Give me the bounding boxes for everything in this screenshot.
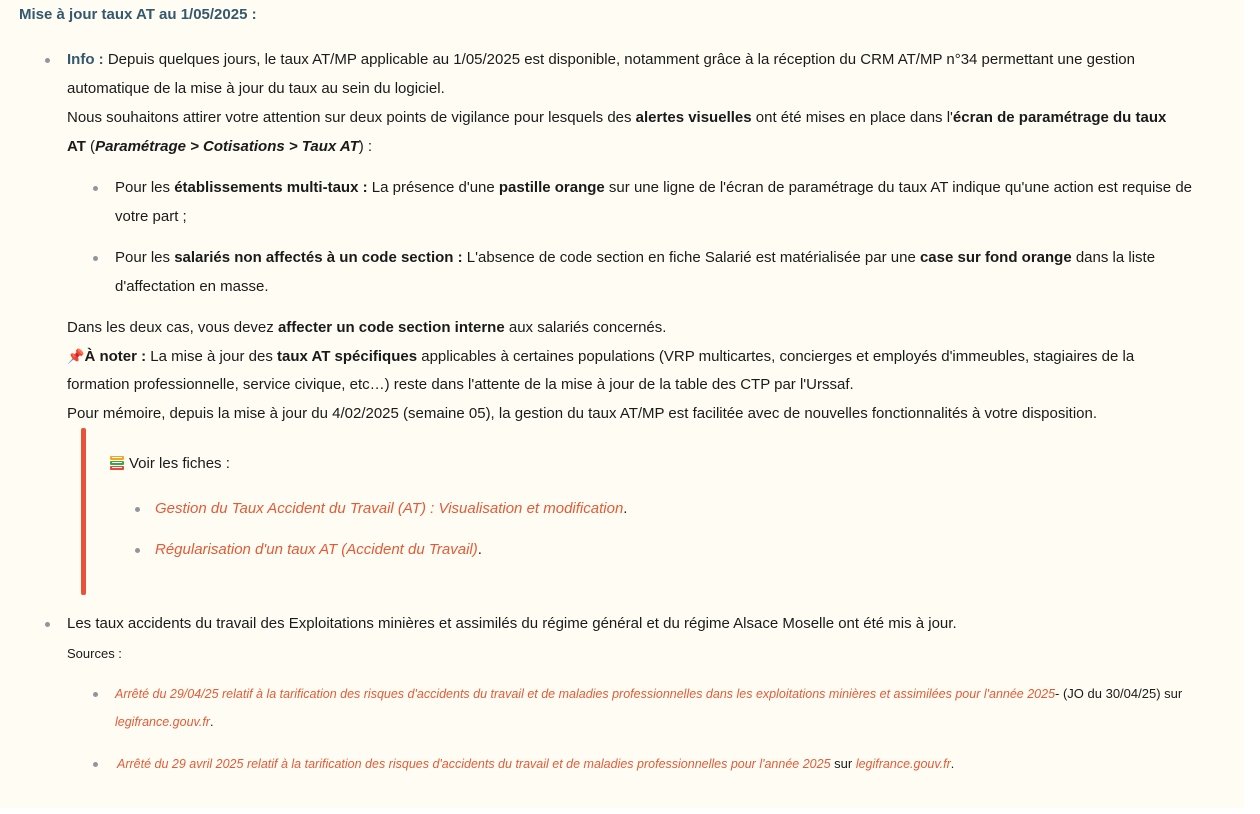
text: . bbox=[623, 500, 628, 517]
info-line-1 bbox=[67, 45, 1135, 74]
source-link-legifrance-2[interactable]: legifrance.gouv.fr bbox=[855, 757, 951, 771]
text: . bbox=[209, 715, 214, 729]
bold-text: taux AT spécifiques bbox=[277, 348, 418, 365]
bold-text: AT bbox=[67, 138, 86, 155]
bold-text: affecter un code section interne bbox=[277, 319, 505, 336]
text: ( bbox=[85, 138, 96, 155]
bold-text: pastille orange bbox=[498, 179, 605, 196]
info-label: Info : bbox=[67, 51, 104, 68]
source-item-1-cont bbox=[115, 708, 213, 737]
text: Pour les bbox=[115, 249, 175, 266]
info-line-4 bbox=[67, 132, 372, 161]
bullet bbox=[93, 256, 98, 261]
text: - (JO du 30/04/25) sur bbox=[1055, 686, 1183, 701]
info-line-3 bbox=[67, 103, 1166, 132]
source-item-1 bbox=[115, 679, 1182, 709]
text: ) : bbox=[358, 138, 373, 155]
fiche-item-1 bbox=[155, 494, 627, 523]
text: dans la liste bbox=[1071, 249, 1156, 266]
text: sur une ligne de l'écran de paramétrage du taux AT indique qu'une action est requise de bbox=[604, 179, 1192, 196]
fiches-label: Voir les fiches : bbox=[129, 455, 230, 472]
text: La mise à jour des bbox=[146, 348, 278, 365]
text: Pour les bbox=[115, 179, 175, 196]
source-item-2 bbox=[117, 749, 954, 779]
mines-text: Les taux accidents du travail des Exploitations minières et assimilés du régime général et du régime Alsace Moselle ont été mis à jour. bbox=[67, 615, 957, 632]
info-line-5 bbox=[67, 313, 666, 342]
books-icon bbox=[109, 452, 125, 468]
info-line-2: automatique de la mise à jour du taux au sein du logiciel. bbox=[67, 80, 445, 97]
pin-icon: 📌 bbox=[67, 348, 85, 364]
source-link-arrete-mines[interactable]: Arrêté du 29/04/25 relatif à la tarification des risques d'accidents du travail et de maladies professionnelles dans les exploitations minières et assimilées pour l'année 2025 bbox=[115, 687, 1056, 701]
sources-label: Sources : bbox=[67, 646, 122, 661]
text: aux salariés concernés. bbox=[504, 319, 667, 336]
bullet bbox=[135, 507, 140, 512]
info-text: Depuis quelques jours, le taux AT/MP applicable au 1/05/2025 est disponible, notamment grâce à la réception du CRM AT/MP n°34 permettant une gestion bbox=[107, 51, 1135, 68]
bold-text: case sur fond orange bbox=[919, 249, 1072, 266]
menu-path: Paramétrage > Cotisations > Taux AT bbox=[95, 138, 359, 155]
bullet bbox=[93, 186, 98, 191]
text: . bbox=[950, 757, 955, 771]
callout-bar bbox=[81, 428, 86, 595]
bold-text: alertes visuelles bbox=[635, 109, 752, 126]
bullet bbox=[135, 548, 140, 553]
text: sur bbox=[830, 756, 856, 771]
fiche-item-2 bbox=[155, 535, 482, 564]
bold-text: établissements multi-taux : bbox=[174, 179, 368, 196]
text: applicables à certaines populations (VRP multicartes, concierges et employés d'immeubles, stagiaires de la bbox=[417, 348, 1135, 365]
fiche-link-regularisation-taux-at[interactable]: Régularisation d'un taux AT (Accident du Travail) bbox=[155, 541, 478, 558]
bold-text: écran de paramétrage du taux bbox=[952, 109, 1167, 126]
sub-item-non-affectes bbox=[115, 243, 1155, 272]
sub-item-multi-taux bbox=[115, 173, 1192, 202]
text: Nous souhaitons attirer votre attention sur deux points de vigilance pour lesquels des bbox=[67, 109, 636, 126]
text: Dans les deux cas, vous devez bbox=[67, 319, 278, 336]
bullet bbox=[93, 692, 98, 697]
page-title: Mise à jour taux AT au 1/05/2025 : bbox=[19, 6, 257, 23]
fiche-link-gestion-taux-at[interactable]: Gestion du Taux Accident du Travail (AT) : Visualisation et modification bbox=[155, 500, 624, 517]
source-link-arrete-general[interactable]: Arrêté du 29 avril 2025 relatif à la tarification des risques d'accidents du travail et de maladies professionnelles pour l'année 2025 bbox=[117, 757, 831, 771]
sub-item-non-affectes-cont: d'affectation en masse. bbox=[115, 278, 269, 295]
bullet bbox=[45, 58, 50, 63]
fiches-label-line bbox=[109, 449, 230, 478]
text: La présence d'une bbox=[367, 179, 499, 196]
bold-text: salariés non affectés à un code section : bbox=[174, 249, 463, 266]
text: L'absence de code section en fiche Salarié est matérialisée par une bbox=[462, 249, 920, 266]
info-line-7: formation professionnelle, service civique, etc…) reste dans l'attente de la mise à jour de la table des CTP par l'Urssaf. bbox=[67, 376, 854, 393]
info-line-6 bbox=[67, 342, 1134, 371]
bullet bbox=[93, 762, 98, 767]
bullet bbox=[45, 622, 50, 627]
text: ont été mises en place dans l' bbox=[751, 109, 953, 126]
info-line-8: Pour mémoire, depuis la mise à jour du 4/02/2025 (semaine 05), la gestion du taux AT/MP est facilitée avec de nouvelles fonctionnalités à votre disposition. bbox=[67, 405, 1098, 422]
text: . bbox=[477, 541, 482, 558]
source-link-legifrance-1[interactable]: legifrance.gouv.fr bbox=[115, 715, 210, 729]
bold-text: À noter : bbox=[84, 348, 147, 365]
sub-item-multi-taux-cont: votre part ; bbox=[115, 208, 187, 225]
